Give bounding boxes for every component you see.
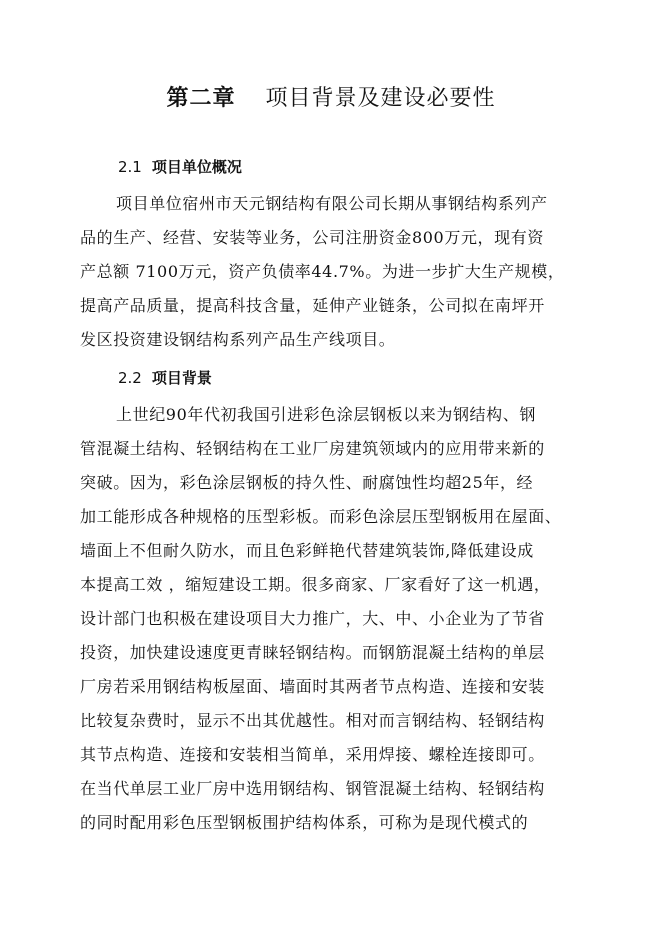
paragraph-project-background (80, 398, 600, 840)
section-title: 项目单位概况 (151, 158, 242, 176)
section-heading-2-2 (118, 367, 212, 389)
paragraph-line: 设计部门也积极在建设项目大力推广，大、中、小企业为了节省 (80, 609, 545, 628)
paragraph-line: 上世纪90年代初我国引进彩色涂层钢板以来为钢结构、钢 (116, 405, 536, 424)
paragraph-line: 突破。因为，彩色涂层钢板的持久性、耐腐蚀性均超25年，经 (80, 473, 534, 492)
section-number: 2.2 (118, 369, 142, 387)
paragraph-line: 在当代单层工业厂房中选用钢结构、钢管混凝土结构、轻钢结构 (80, 779, 545, 798)
paragraph-line: 品的生产、经营、安装等业务，公司注册资金800万元，现有资 (80, 228, 544, 247)
paragraph-line: 的同时配用彩色压型钢板围护结构体系，可称为是现代模式的 (80, 813, 529, 832)
paragraph-line: 发区投资建设钢结构系列产品生产线项目。 (80, 330, 396, 349)
paragraph-line: 厂房若采用钢结构板屋面、墙面时其两者节点构造、连接和安装 (80, 677, 545, 696)
paragraph-line: 项目单位宿州市天元钢结构有限公司长期从事钢结构系列产 (116, 194, 548, 213)
paragraph-project-unit (80, 187, 600, 357)
section-number: 2.1 (118, 158, 142, 176)
section-heading-2-1 (118, 156, 242, 178)
section-title: 项目背景 (151, 369, 212, 387)
paragraph-line: 投资，加快建设速度更青睐轻钢结构。而钢筋混凝土结构的单层 (80, 643, 545, 662)
paragraph-line: 本提高工效 ，缩短建设工期。很多商家、厂家看好了这一机遇， (80, 575, 551, 594)
paragraph-line: 提高产品质量，提高科技含量，延伸产业链条，公司拟在南坪开 (80, 296, 545, 315)
chapter-number: 第二章 (166, 86, 236, 111)
paragraph-line: 墙面上不但耐久防水，而且色彩鲜艳代替建筑装饰,降低建设成 (80, 541, 534, 560)
paragraph-line: 其节点构造、连接和安装相当简单，采用焊接、螺栓连接即可。 (80, 745, 545, 764)
paragraph-line: 比较复杂费时，显示不出其优越性。相对而言钢结构、轻钢结构 (80, 711, 545, 730)
paragraph-line: 产总额 7100万元，资产负债率44.7%。为进一步扩大生产规模， (80, 262, 565, 281)
paragraph-line: 加工能形成各种规格的压型彩板。而彩色涂层压型钢板用在屋面、 (80, 507, 562, 526)
chapter-title (0, 84, 662, 114)
chapter-title-text: 项目背景及建设必要性 (265, 86, 496, 111)
paragraph-line: 管混凝土结构、轻钢结构在工业厂房建筑领域内的应用带来新的 (80, 439, 545, 458)
